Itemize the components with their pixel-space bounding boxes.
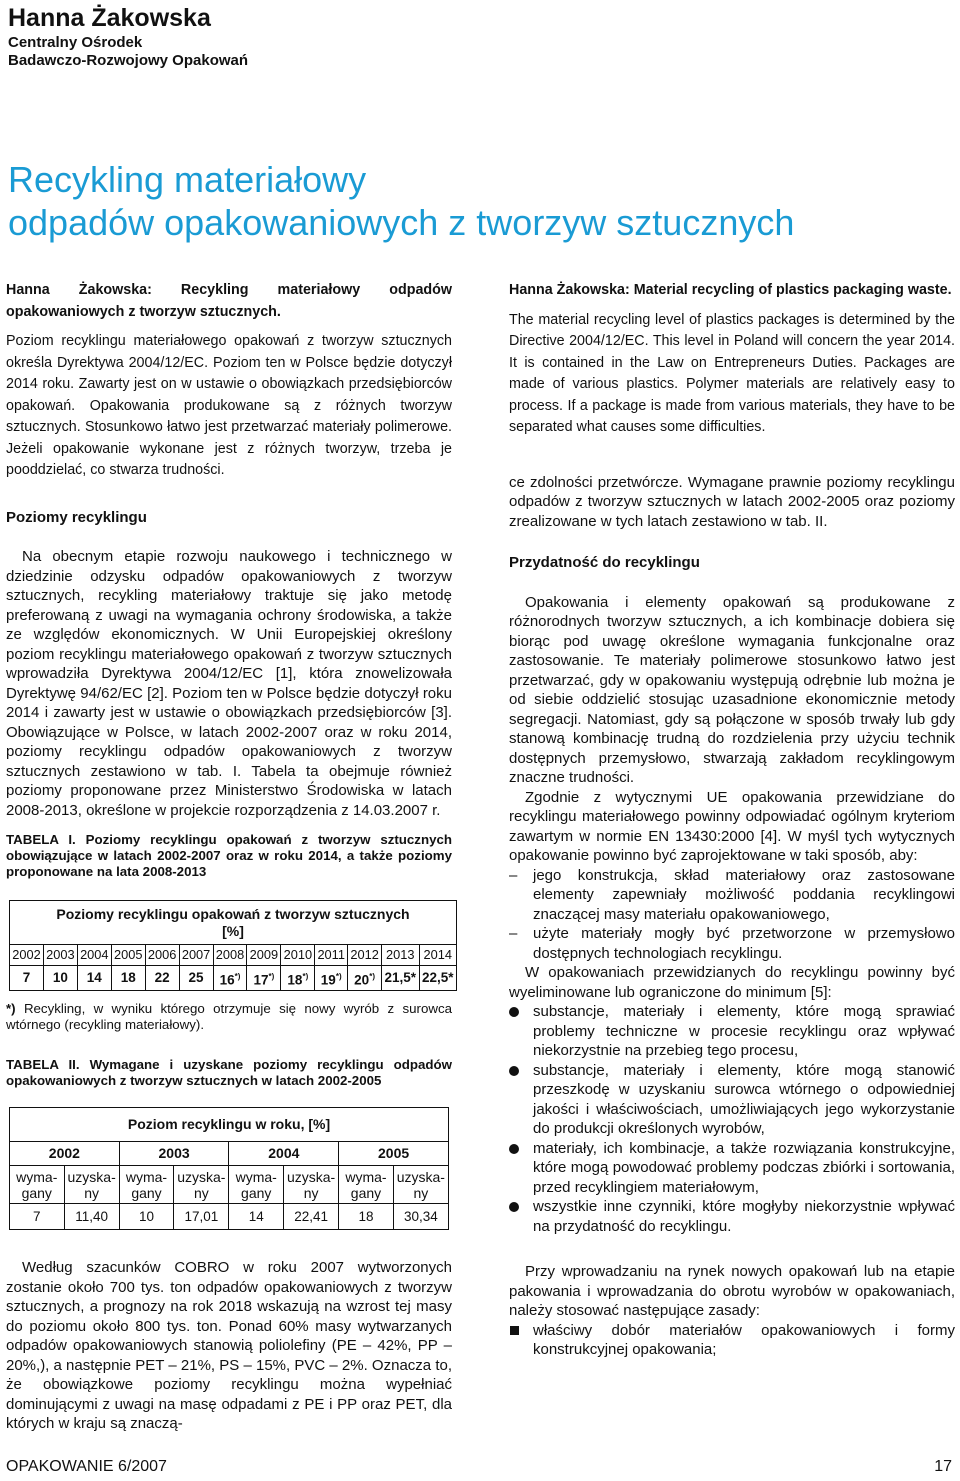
table2-year-cell: 2005 [339, 1142, 449, 1166]
table1-year-cell: 2002 [10, 945, 44, 966]
list-item: – jego konstrukcja, skład materiałowy oraz zastosowane elementy zapewniały możliwość poddania recyklingowi znaczącej masy materiału opakowaniowego, [509, 866, 955, 925]
article-title-line-1: Recykling materiałowy [8, 159, 367, 200]
table1-caption [6, 832, 452, 880]
table1-footnote-marker: *) [234, 971, 241, 981]
list-item-text: substancje, materiały i elementy, które mogą stanowić przeszkodę w uzyskaniu surowca wtórnego o odpowiedniej jakości i właściwościach, umożliwiających jego wykorzystanie do produkcji określonych wyrobów, [533, 1061, 955, 1137]
table1-value: 16 [219, 972, 235, 987]
table2-achieved-header: uzyska-ny [393, 1166, 448, 1204]
list-item [509, 1139, 955, 1198]
table1-value-cell [348, 966, 382, 991]
table2-value-cell: 17,01 [174, 1204, 229, 1230]
table1-year-cell: 2011 [315, 945, 348, 966]
table1-value: 19 [320, 972, 336, 987]
table2-value-cell: 18 [339, 1204, 394, 1230]
table1-years-row [10, 945, 457, 966]
section-levels-paragraph-3: ce zdolności przetwórcze. Wymagane prawnie poziomy recyklingu odpadów z tworzyw sztucznych w latach 2002-2005 oraz poziomy zrealizowane w tych latach zestawiono w tab. II. [509, 473, 955, 530]
list-item-text: właściwy dobór materiałów opakowaniowych i formy konstrukcyjnej opakowania; [533, 1321, 955, 1358]
bullet-dot-icon [509, 1066, 519, 1076]
table2-achieved-header: uzyska-ny [283, 1166, 338, 1204]
table1-year-cell: 2008 [213, 945, 247, 966]
table1-value-cell [10, 966, 44, 991]
abstract-polish [6, 280, 452, 482]
table2-required-header: wyma-gany [339, 1166, 394, 1204]
table1-footnote-marker: *) [302, 971, 309, 981]
table2-value-cell: 14 [229, 1204, 284, 1230]
table2-year-cell: 2002 [10, 1142, 120, 1166]
table1-year-cell: 2006 [145, 945, 179, 966]
table1-value: 14 [86, 970, 102, 986]
table1-year-cell: 2005 [111, 945, 145, 966]
table1 [9, 900, 457, 991]
table1-value: 17 [253, 972, 269, 987]
table1-value: 22 [154, 970, 170, 986]
table1-value-cell [419, 966, 457, 991]
table2-achieved-header: uzyska-ny [174, 1166, 229, 1204]
rules-square-list [509, 1321, 955, 1360]
table2-year-cell: 2003 [119, 1142, 229, 1166]
affiliation-line-1: Centralny Ośrodek [8, 34, 143, 51]
table1-value: 7 [22, 970, 31, 986]
list-item-text: wszystkie inne czynniki, które mogłyby niekorzystnie wpływać na przydatność do recyklingu. [533, 1198, 955, 1235]
table1-value: 18 [287, 972, 303, 987]
table1-value: 22,5 [421, 970, 449, 986]
table2-required-header: wyma-gany [10, 1166, 65, 1204]
abstract-polish-lead: Hanna Żakowska: Recykling materiałowy odpadów opakowaniowych z tworzyw sztucznych. [6, 282, 452, 320]
table2-value-cell: 7 [10, 1204, 65, 1230]
table2-value-cell: 30,34 [393, 1204, 448, 1230]
table1-year-cell: 2009 [247, 945, 281, 966]
table1-footnote-text: Recykling, w wyniku którego otrzymuje się nowy wyrób z surowca wtórnego (recykling materiałowy). [6, 1001, 452, 1032]
table2-value-cell: 11,40 [64, 1204, 119, 1230]
table1-value-cell [315, 966, 348, 991]
list-item [509, 1002, 955, 1061]
table1-footnote-marker: *) [369, 971, 375, 981]
section-heading-levels: Poziomy recyklingu [6, 508, 147, 526]
table1-footnote-marker: *) [268, 971, 275, 981]
table1-value: 20 [354, 972, 370, 987]
table1-year-cell: 2003 [43, 945, 77, 966]
table1-value: 25 [188, 970, 204, 986]
table2-subheader-row [10, 1166, 449, 1204]
table1-value-cell [179, 966, 213, 991]
table2-label: TABELA II. [6, 1057, 80, 1072]
table1-value: 18 [120, 970, 136, 986]
bullet-dot-icon [509, 1007, 519, 1017]
table1-value: 10 [52, 970, 68, 986]
table2 [9, 1107, 449, 1230]
table1-value: 21,5 [384, 970, 411, 986]
table1-caption-text: Poziomy recyklingu opakowań z tworzyw sztucznych obowiązujące w latach 2002-2007 oraz w roku 2014, a także poziomy proponowane na lata 2008-2013 [6, 832, 452, 879]
table1-footnote-marker: * [448, 970, 454, 986]
table1-year-cell: 2004 [77, 945, 111, 966]
footer-journal: OPAKOWANIE 6/2007 [6, 1458, 167, 1475]
table2-required-header: wyma-gany [229, 1166, 284, 1204]
table1-value-cell [111, 966, 145, 991]
article-title [8, 158, 948, 244]
table2-values-row [10, 1204, 449, 1230]
table1-value-cell [43, 966, 77, 991]
author-name: Hanna Żakowska [8, 4, 211, 32]
list-item: – użyte materiały mogły być przetworzone w przemysłowo dostępnych technologiach recyklingu. [509, 924, 955, 963]
table2-years-row [10, 1142, 449, 1166]
list-item-text: materiały, ich kombinacje, a także rozwiązania konstrukcyjne, które mogą powodować problemy podczas zbiórki i sortowania, przed recyklingiem materiałowym, [533, 1139, 955, 1196]
bullet-dot-icon [509, 1202, 519, 1212]
table1-footnote-mark: *) [6, 1001, 16, 1016]
table1-value-cell [382, 966, 419, 991]
table1-year-cell: 2014 [419, 945, 457, 966]
eliminate-bullet-list [509, 1002, 955, 1236]
table2-required-header: wyma-gany [119, 1166, 174, 1204]
table1-header-title: Poziomy recyklingu opakowań z tworzyw sztucznych [56, 906, 410, 922]
table1-year-cell: 2012 [348, 945, 382, 966]
table1-year-cell: 2007 [179, 945, 213, 966]
list-item-text: substancje, materiały i elementy, które mogą sprawiać problemy techniczne w procesie recyklingu oraz wpływać niekorzystnie na przebieg tego procesu, [533, 1003, 955, 1059]
right-column [509, 280, 955, 1360]
abstract-english-text: The material recycling level of plastics packages is determined by the Directive 2004/12/EC. This level in Poland will concern the year 2014. It is contained in the Law on Entrepreneurs Duties. Packages are made of various plastics. Polymer materials are relatively easy to process. If a package is made from various materials, they have to be separated what causes some difficulties. [509, 311, 955, 435]
article-title-line-2: odpadów opakowaniowych z tworzyw sztucznych [8, 202, 795, 243]
table1-values-row [10, 966, 457, 991]
section-suitability [509, 473, 955, 1360]
section-levels-paragraph-2: Według szacunków COBRO w roku 2007 wytworzonych zostanie około 700 tys. ton odpadów opakowaniowych z tworzyw sztucznych, a prognozy na rok 2018 wskazują na wzrost tej masy do poziomu około 800 tys. ton. Ponad 60% masy wytwarzanych odpadów opakowaniowych stanowią poliolefiny (PE – 42%, PP – 20%,), a następnie PET – 21%, PS – 15%, PVC – 2%. Oznacza to, że obowiązkowe poziomy recyklingu można wypełniać dominującymi z uwagi na masę odpadami z PE i PP oraz PET, dla których w kraju są znaczą- [6, 1259, 452, 1432]
abstract-english [509, 280, 955, 439]
table2-achieved-header: uzyska-ny [64, 1166, 119, 1204]
footer-page-number: 17 [934, 1458, 952, 1475]
table2-year-cell: 2004 [229, 1142, 339, 1166]
section-suitability-paragraph-3: W opakowaniach przewidzianych do recyklingu powinny być wyeliminowane lub ograniczone do minimum [5]: [509, 964, 955, 1001]
table2-value-cell: 22,41 [283, 1204, 338, 1230]
section-suitability-paragraph-2: Zgodnie z wytycznymi UE opakowania przewidziane do recyklingu materiałowego powinny odpowiadać ogólnym kryteriom zawartym w normie EN 13430:2000 [4]. W myśl tych wytycznych opakowanie powinno być zaprojektowane w taki sposób, aby: [509, 788, 955, 864]
table1-value-cell [213, 966, 247, 991]
table1-header [10, 901, 457, 945]
section-suitability-paragraph-4: Przy wprowadzaniu na rynek nowych opakowań lub na etapie pakowania i wprowadzania do obrotu wyrobów w opakowaniach, należy stosować następujące zasady: [509, 1263, 955, 1319]
section-suitability-paragraph-1: Opakowania i elementy opakowań są produkowane z różnorodnych tworzyw sztucznych, a ich kombinacje dobiera się biorąc pod uwagę określone wymagania funkcjonalne oraz zastosowanie. Te materiały polimerowe stosunkowo łatwo jest przetwarzać, gdy w opakowaniu występują odrębnie lub można je od siebie oddzielić stosując uzasadnione ekonomicznie metody segregacji. Natomiast, gdy są połączone w sposób trwały lub gdy stanową kombinację trudną do rozdzielenia przy użyciu technik dostępnych przemysłowo, stwarzają zakładom recyklingowym znaczne trudności. [509, 593, 955, 786]
table1-value-cell [77, 966, 111, 991]
left-column [6, 280, 452, 1434]
section-levels-paragraph-1: Na obecnym etapie rozwoju naukowego i technicznego w dziedzinie odzysku odpadów opakowaniowych z tworzyw sztucznych, recykling materiałowy traktuje się jako metodę preferowaną z uwagi na wymagania ochrony środowiska, a także ze względów ekonomicznych. W Unii Europejskiej określony poziom recyklingu materiałowego opakowań z tworzyw sztucznych wprowadziła Dyrektywa 2004/12/EC [1], która znowelizowała Dyrektywę 94/62/EC [2]. Poziom ten w Polsce będzie dotyczył roku 2014 i zawarty jest w ustawie o obowiązkach przedsiębiorców [3]. Obowiązujące w Polsce, w latach 2002-2007 oraz w roku 2014, poziomy recyklingu odpadów opakowaniowych z tworzyw sztucznych zestawiono w tab. I. Tabela ta obejmuje również poziomy proponowane przez Ministerstwo Środowiska w latach 2008-2013, określone w projekcie rozporządzenia z 14.03.2007 r. [6, 548, 452, 819]
table1-label: TABELA I. [6, 832, 76, 847]
list-item [509, 1061, 955, 1139]
table1-footnote-marker: *) [335, 971, 342, 981]
abstract-polish-text: Poziom recyklingu materiałowego opakowań z tworzyw sztucznych określa Dyrektywa 2004/12/EC. Poziom ten w Polsce będzie dotyczył 2014 roku. Zawarty jest on w ustawie o obowiązkach przedsiębiorców opakowań. Opakowania produkowane są z różnych tworzyw sztucznych. Stosunkowo łatwo jest przetwarzać materiały polimerowe. Jeżeli opakowanie wykonane jest z różnych tworzyw, trzeba je pooddzielać, co stwarza trudności. [6, 333, 452, 478]
table2-value-cell: 10 [119, 1204, 174, 1230]
table1-year-cell: 2013 [382, 945, 419, 966]
bullet-dot-icon [509, 1144, 519, 1154]
abstract-english-lead: Hanna Żakowska: Material recycling of plastics packaging waste. [509, 282, 952, 298]
criteria-dash-list [509, 866, 955, 964]
affiliation-line-2: Badawczo-Rozwojowy Opakowań [8, 52, 249, 69]
table1-header-unit: [%] [222, 923, 244, 939]
section-levels [6, 508, 452, 1434]
table1-value-cell [281, 966, 315, 991]
table2-header: Poziom recyklingu w roku, [%] [10, 1108, 449, 1142]
affiliation [8, 34, 248, 70]
table1-footnote-marker: * [410, 970, 417, 986]
table1-value-cell [145, 966, 179, 991]
table1-value-cell [247, 966, 281, 991]
section-heading-suitability: Przydatność do recyklingu [509, 554, 700, 571]
list-item [509, 1197, 955, 1236]
bullet-square-icon [510, 1326, 519, 1335]
table1-year-cell: 2010 [281, 945, 315, 966]
list-item [509, 1321, 955, 1360]
table1-footnote [6, 1001, 452, 1033]
table2-caption-text: Wymagane i uzyskane poziomy recyklingu odpadów opakowaniowych z tworzyw sztucznych w latach 2002-2005 [6, 1057, 452, 1088]
table2-caption [6, 1057, 452, 1089]
